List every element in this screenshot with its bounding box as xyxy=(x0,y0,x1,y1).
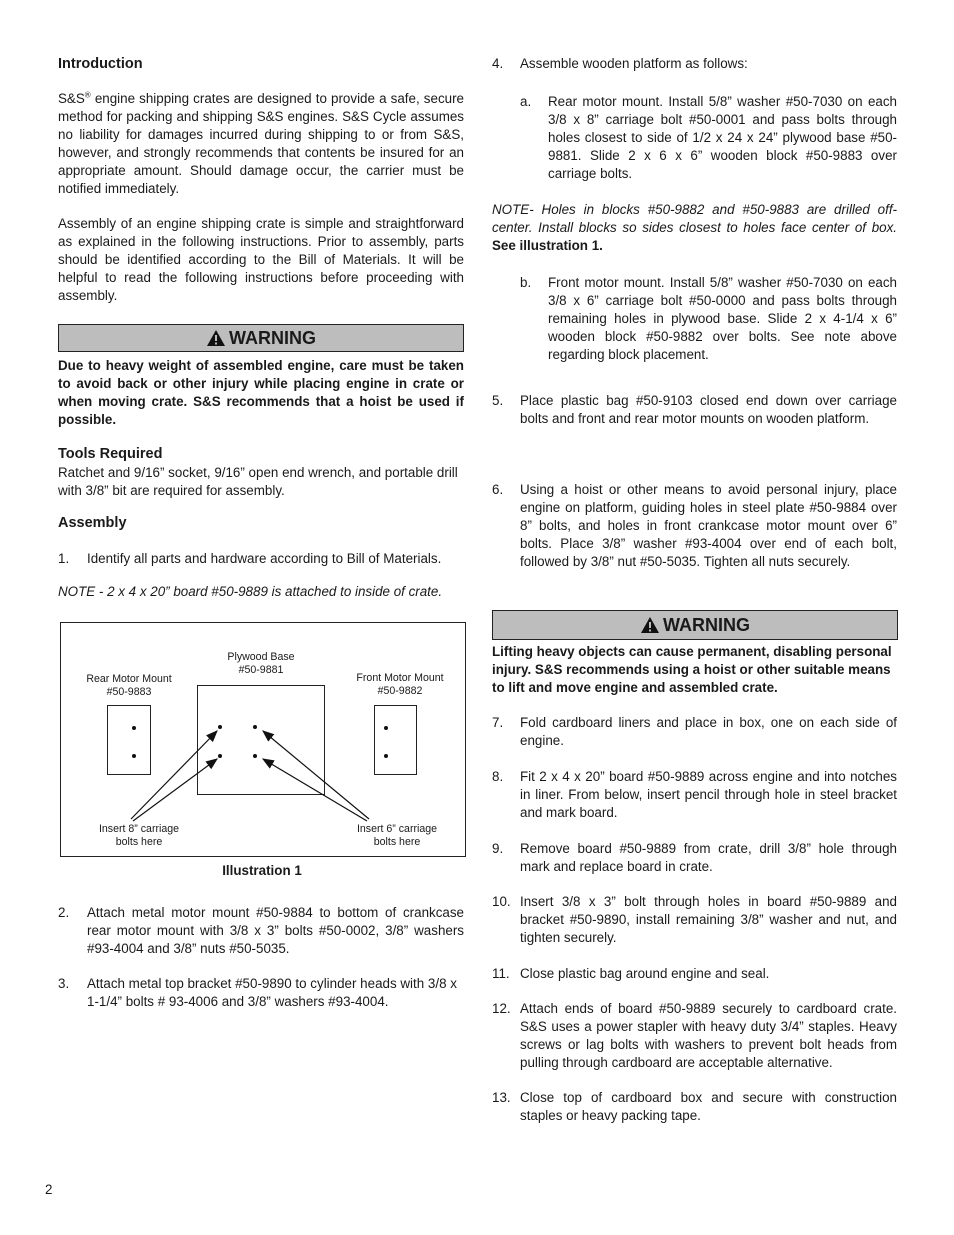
pointer-arrows xyxy=(61,623,465,856)
arrow-8in-upper xyxy=(131,731,217,819)
step-8 xyxy=(492,768,897,822)
tools-text: Ratchet and 9/16” socket, 9/16” open end wrench, and portable drill with 3/8” bit are required for assembly. xyxy=(58,465,458,498)
arrow-6in-upper xyxy=(263,731,369,819)
intro-paragraph-2: Assembly of an engine shipping crate is simple and straightforward as explained in the following instructions. Prior to assembly, parts should be identified according to the Bill of Materials. It will be helpful to read the following instructions before proceeding with assembly. xyxy=(58,216,464,303)
step-1 xyxy=(58,550,468,568)
insert-6in-label: Insert 6” carriage bolts here xyxy=(356,823,438,848)
note-blocks-reference: See illustration 1. xyxy=(492,238,603,253)
step-number: 5. xyxy=(492,393,504,408)
step-number: 12. xyxy=(492,1001,511,1016)
step-2 xyxy=(58,904,464,958)
note-blocks xyxy=(492,201,897,255)
substep-text: Front motor mount. Install 5/8” washer #50-7030 on each 3/8 x 6” carriage bolt #50-0000 and pass bolts through remaining holes in plywood base. Slide 2 x 4-1/4 x 6” wooden block #50-9882 over bolts. See note above regarding block placement. xyxy=(548,275,897,362)
substep-text: Rear motor mount. Install 5/8” washer #50-7030 on each 3/8 x 8” carriage bolt #50-0001 and pass bolts through holes closest to side of 1/2 x 24 x 24” plywood base #50-9881. Slide 2 x 6 x 6” wooden block #50-9883 over carriage bolts. xyxy=(548,94,897,181)
note-blocks-text: NOTE- Holes in blocks #50-9882 and #50-9883 are drilled off-center. Install blocks so sides closest to holes face center of box. xyxy=(492,202,897,235)
step-number: 8. xyxy=(492,769,504,784)
step-text: Close top of cardboard box and secure with construction staples or heavy packing tape. xyxy=(520,1090,897,1123)
warning-label-2: WARNING xyxy=(663,615,750,635)
insert-8in-label: Insert 8” carriage bolts here xyxy=(98,823,180,848)
warning-label-1: WARNING xyxy=(229,328,316,348)
front-motor-mount-label: Front Motor Mount #50-9882 xyxy=(356,672,444,697)
step-number: 1. xyxy=(58,551,70,566)
arrow-8in-lower xyxy=(133,759,217,821)
plywood-base-label: Plywood Base #50-9881 xyxy=(227,651,295,676)
step-3 xyxy=(58,975,464,1011)
step-number: 4. xyxy=(492,56,504,71)
warning-icon xyxy=(640,616,660,634)
page-number: 2 xyxy=(45,1182,53,1197)
step-13 xyxy=(492,1089,897,1125)
step-number: 9. xyxy=(492,841,504,856)
introduction-heading: Introduction xyxy=(58,56,143,72)
arrow-6in-lower xyxy=(263,759,367,821)
step-10 xyxy=(492,893,897,947)
substep-letter: a. xyxy=(520,94,532,109)
step-4a xyxy=(520,93,897,183)
step-text: Attach metal motor mount #50-9884 to bottom of crankcase rear motor mount with 3/8 x 3” bolts #50-0002, 3/8” washers #93-4004 and 3/8” nuts #50-5035. xyxy=(87,905,464,956)
assembly-heading: Assembly xyxy=(58,515,127,531)
warning-text-1: Due to heavy weight of assembled engine, care must be taken to avoid back or other injury while placing engine in crate or when moving crate. S&S recommends that a hoist be used if possible. xyxy=(58,358,464,427)
step-text: Place plastic bag #50-9103 closed end down over carriage bolts and front and rear motor mounts on wooden platform. xyxy=(520,393,897,426)
step-text: Attach metal top bracket #50-9890 to cylinder heads with 3/8 x 1-1/4” bolts # 93-4006 and 3/8” washers #93-4004. xyxy=(87,976,457,1009)
step-11 xyxy=(492,965,897,983)
intro-paragraph-1-text: engine shipping crates are designed to provide a safe, secure method for packing and shipping S&S engines. S&S Cycle assumes no liability for damages incurred during shipping to or from S&S, however, and strongly recommends that contents be insured for an appropriate amount. Should damage occur, the carrier must be notified immediately. xyxy=(58,91,464,196)
intro-paragraph-1 xyxy=(58,90,464,198)
step-number: 6. xyxy=(492,482,504,497)
warning-banner-2 xyxy=(492,610,898,640)
substep-letter: b. xyxy=(520,275,532,290)
warning-text-2: Lifting heavy objects can cause permanent, disabling personal injury. S&S recommends using a hoist or other suitable means to lift and move engine and assembled crate. xyxy=(492,644,892,695)
illustration-caption: Illustration 1 xyxy=(222,863,302,878)
step-5 xyxy=(492,392,897,428)
step-number: 3. xyxy=(58,976,70,991)
step-number: 13. xyxy=(492,1090,511,1105)
step-text: Using a hoist or other means to avoid personal injury, place engine on platform, guiding holes in steel plate #50-9884 over 8” bolts, and holes in front crankcase motor mount over 6” bolts. Place 3/8” washer #93-4004 over end of each bolt, followed by 3/8” nut #50-5035. Tighten all nuts securely. xyxy=(520,482,897,569)
registered-mark: ® xyxy=(84,90,91,100)
warning-banner-1 xyxy=(58,324,464,352)
step-number: 10. xyxy=(492,894,511,909)
step-7 xyxy=(492,714,897,750)
step-6 xyxy=(492,481,897,571)
note-board: NOTE - 2 x 4 x 20” board #50-9889 is attached to inside of crate. xyxy=(58,584,443,599)
illustration-diagram xyxy=(60,622,466,857)
brand-name: S&S xyxy=(58,91,85,106)
step-text: Insert 3/8 x 3” bolt through holes in board #50-9889 and bracket #50-9890, install remaining 3/8” washer and nut, and tighten securely. xyxy=(520,894,897,945)
step-text: Close plastic bag around engine and seal. xyxy=(520,966,770,981)
warning-icon xyxy=(206,329,226,347)
step-number: 7. xyxy=(492,715,504,730)
tools-heading: Tools Required xyxy=(58,446,163,462)
step-text: Fold cardboard liners and place in box, one on each side of engine. xyxy=(520,715,897,748)
step-text: Attach ends of board #50-9889 securely to cardboard crate. S&S uses a power stapler with heavy duty 3/4” staples. Heavy screws or lag bolts with washers to prevent bolt heads from pulling through cardboard are acceptable alternative. xyxy=(520,1001,897,1070)
step-text: Identify all parts and hardware according to Bill of Materials. xyxy=(87,551,442,566)
step-text: Assemble wooden platform as follows: xyxy=(520,56,748,71)
rear-motor-mount-label: Rear Motor Mount #50-9883 xyxy=(86,673,172,698)
step-text: Remove board #50-9889 from crate, drill 3/8” hole through mark and replace board in crate. xyxy=(520,841,897,874)
step-12 xyxy=(492,1000,897,1072)
step-number: 2. xyxy=(58,905,70,920)
step-number: 11. xyxy=(492,966,510,981)
step-4b xyxy=(520,274,897,364)
step-4 xyxy=(492,55,897,73)
step-text: Fit 2 x 4 x 20” board #50-9889 across engine and into notches in liner. From below, insert pencil through hole in steel bracket and mark board. xyxy=(520,769,897,820)
step-9 xyxy=(492,840,897,876)
